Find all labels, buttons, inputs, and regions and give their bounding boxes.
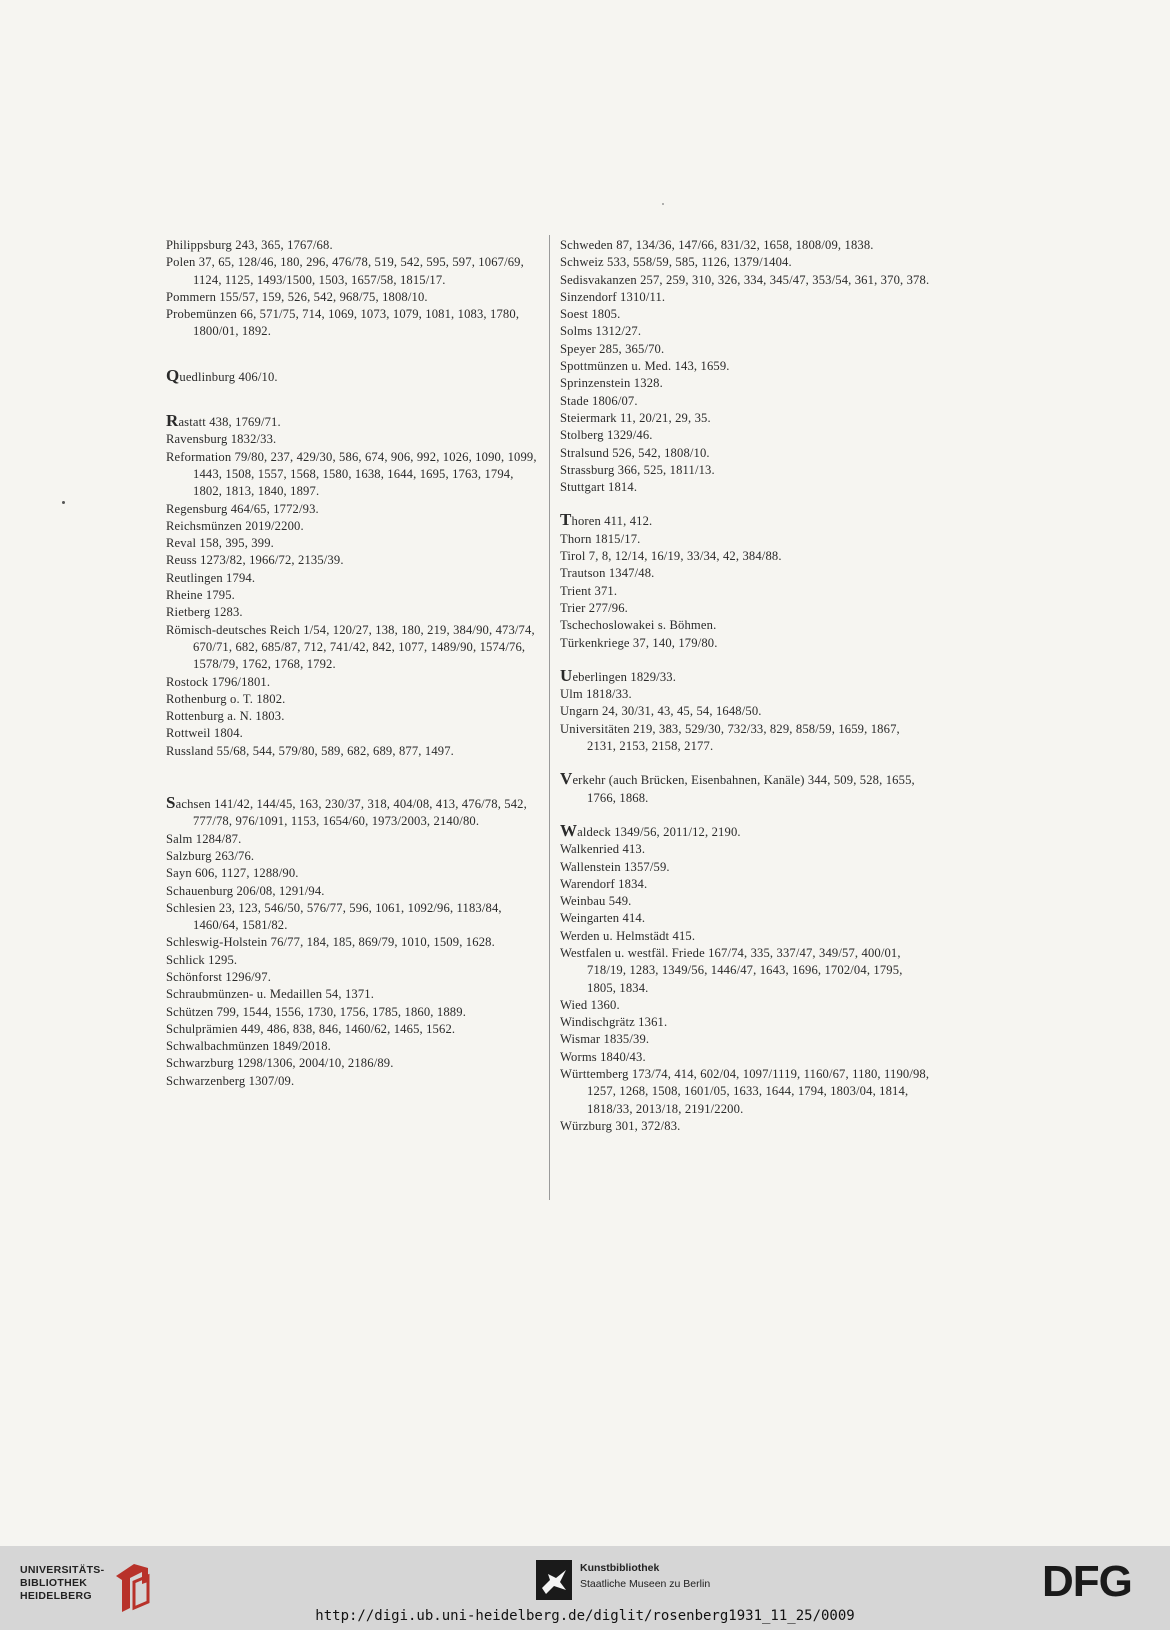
university-line: BIBLIOTHEK [20,1577,88,1589]
index-entry-text: Salzburg 263/76. [166,848,255,863]
index-entry [560,410,932,427]
kunstbibliothek-title: Kunstbibliothek [580,1562,660,1574]
index-entry-text: Rostock 1796/1801. [166,674,271,689]
index-entry-text: Sinzendorf 1310/11. [560,289,666,304]
index-entry-text: Türkenkriege 37, 140, 179/80. [560,635,718,650]
index-entry-text: Stade 1806/07. [560,393,638,408]
index-entry-text: horen 411, 412. [571,514,653,529]
index-entry-text: Westfalen u. westfäl. Friede 167/74, 335, 337/47, 349/57, 400/01, 718/19, 1283, 1349/56, 1446/47, 1643, 1696, 1702/04, 1795, 1805, 1834. [560,945,903,995]
section-initial: W [560,820,578,840]
index-entry [166,411,538,431]
index-entry [560,254,932,271]
index-entry [166,952,538,969]
index-entry-text: Strassburg 366, 525, 1811/13. [560,462,715,477]
index-entry-text: Römisch-deutsches Reich 1/54, 120/27, 138, 180, 219, 384/90, 473/74, 670/71, 682, 685/87, 712, 741/42, 842, 1077, 1489/90, 1574/76, 1578/79, 1762, 1768, 1792. [166,622,535,672]
index-entry [166,793,538,831]
index-entry [560,893,932,910]
index-entry [560,1049,932,1066]
index-entry [560,1066,932,1118]
index-entry-text: Stolberg 1329/46. [560,428,653,443]
index-entry [166,449,538,501]
index-entry-text: Wismar 1835/39. [560,1032,650,1047]
scan-speck [62,501,65,504]
index-entry-text: Ulm 1818/33. [560,687,632,702]
index-entry [166,622,538,674]
university-line: HEIDELBERG [20,1590,92,1602]
index-entry-text: achsen 141/42, 144/45, 163, 230/37, 318, 404/08, 413, 476/78, 542, 777/78, 976/1091, 1153, 1654/60, 1973/2003, 2140/80. [175,797,527,829]
index-entry-text: Windischgrätz 1361. [560,1015,668,1030]
scan-speck [662,203,664,205]
index-entry-text: erkehr (auch Brücken, Eisenbahnen, Kanäle) 344, 509, 528, 1655, 1766, 1868. [572,773,915,805]
index-entry [560,721,932,756]
index-entry [166,831,538,848]
section-initial: U [560,665,573,685]
index-entry [560,1118,932,1135]
index-column-right [560,237,932,1135]
index-entry-text: Regensburg 464/65, 1772/93. [166,501,319,516]
section-initial: T [560,510,572,530]
index-entry [166,237,538,254]
index-entry-text: Rheine 1795. [166,588,235,603]
index-entry-text: Spottmünzen u. Med. 143, 1659. [560,359,730,374]
index-entry [166,1004,538,1021]
index-entry-text: Weinbau 549. [560,894,632,909]
index-entry-text: Wallenstein 1357/59. [560,859,670,874]
index-entry [166,1055,538,1072]
index-entry-text: Tschechoslowakei s. Böhmen. [560,618,717,633]
index-entry [560,306,932,323]
index-entry [166,587,538,604]
index-entry-text: Sedisvakanzen 257, 259, 310, 326, 334, 345/47, 353/54, 361, 370, 378. [560,272,930,287]
index-entry-text: Schulprämien 449, 486, 838, 846, 1460/62, 1465, 1562. [166,1021,456,1036]
index-entry [166,518,538,535]
index-entry-text: Ungarn 24, 30/31, 43, 45, 54, 1648/50. [560,704,762,719]
index-entry [560,928,932,945]
index-entry-text: Stralsund 526, 542, 1808/10. [560,445,710,460]
index-entry [166,604,538,621]
index-entry [560,479,932,496]
index-entry [166,708,538,725]
index-entry-text: Trient 371. [560,583,618,598]
index-entry-text: Sprinzenstein 1328. [560,376,663,391]
index-entry [560,510,932,530]
index-entry [560,445,932,462]
index-entry-text: Reformation 79/80, 237, 429/30, 586, 674, 906, 992, 1026, 1090, 1099, 1443, 1508, 1557, 1568, 1580, 1638, 1644, 1695, 1763, 1794, 1802, 1813, 1840, 1897. [166,449,537,499]
index-entry-text: Reval 158, 395, 399. [166,536,274,551]
index-entry-text: astatt 438, 1769/71. [178,415,281,430]
index-entry [166,289,538,306]
index-entry [560,859,932,876]
index-entry-text: Russland 55/68, 544, 579/80, 589, 682, 689, 877, 1497. [166,743,454,758]
index-entry-text: Schweden 87, 134/36, 147/66, 831/32, 1658, 1808/09, 1838. [560,238,874,252]
index-entry-text: Walkenried 413. [560,842,646,857]
index-entry-text: Trautson 1347/48. [560,566,655,581]
index-entry-text: Polen 37, 65, 128/46, 180, 296, 476/78, 519, 542, 595, 597, 1067/69, 1124, 1125, 1493/1500, 1503, 1657/58, 1815/17. [166,255,524,287]
index-entry-text: Schweiz 533, 558/59, 585, 1126, 1379/1404. [560,255,792,270]
index-entry-text: Schützen 799, 1544, 1556, 1730, 1756, 1785, 1860, 1889. [166,1004,466,1019]
index-entry-text: Reichsmünzen 2019/2200. [166,518,304,533]
index-entry [560,1014,932,1031]
column-divider [549,235,550,1200]
index-entry-text: Thorn 1815/17. [560,531,641,546]
index-entry-text: Reuss 1273/82, 1966/72, 2135/39. [166,553,344,568]
index-entry [166,883,538,900]
index-entry-text: Würzburg 301, 372/83. [560,1118,681,1133]
index-entry-text: Rottweil 1804. [166,726,243,741]
index-entry [560,237,932,254]
index-entry-text: Stuttgart 1814. [560,480,638,495]
index-entry-text: Worms 1840/43. [560,1049,646,1064]
index-entry-text: Trier 277/96. [560,600,628,615]
index-entry [560,703,932,720]
index-entry [560,272,932,289]
index-entry-text: Solms 1312/27. [560,324,642,339]
index-entry-text: Schönforst 1296/97. [166,969,271,984]
index-entry-text: Tirol 7, 8, 12/14, 16/19, 33/34, 42, 384/88. [560,549,782,564]
index-entry [560,997,932,1014]
section-initial: S [166,793,176,813]
index-entry-text: Wied 1360. [560,997,620,1012]
index-entry [560,341,932,358]
index-entry-text: Weingarten 414. [560,911,646,926]
index-entry-text: aldeck 1349/56, 2011/12, 2190. [577,824,741,839]
kunstbibliothek-logo[interactable] [536,1560,776,1604]
index-entry-text: Schraubmünzen- u. Medaillen 54, 1371. [166,987,375,1002]
section-initial: V [560,769,573,789]
index-entry [166,431,538,448]
index-entry-text: Rottenburg a. N. 1803. [166,709,285,724]
index-entry [560,686,932,703]
index-entry [166,254,538,289]
index-entry-text: Reutlingen 1794. [166,570,256,585]
index-entry [166,691,538,708]
viewer-footer [0,1546,1170,1630]
index-entry [560,289,932,306]
index-entry-text: Warendorf 1834. [560,876,648,891]
index-entry [560,945,932,997]
index-entry-text: Salm 1284/87. [166,831,242,846]
index-entry [560,665,932,686]
index-entry [560,565,932,582]
index-entry [166,674,538,691]
index-entry [166,900,538,935]
permalink-url[interactable]: http://digi.ub.uni-heidelberg.de/diglit/rosenberg1931_11_25/0009 [315,1608,855,1624]
index-entry [166,969,538,986]
index-entry [560,1031,932,1048]
index-entry [560,358,932,375]
university-emblem-icon [112,1562,152,1614]
index-entry-text: Rietberg 1283. [166,605,243,620]
index-entry [560,393,932,410]
index-entry [560,548,932,565]
index-entry [560,769,932,807]
index-entry-text: Werden u. Helmstädt 415. [560,928,696,943]
university-line: UNIVERSITÄTS- [20,1564,105,1576]
index-entry [560,910,932,927]
index-entry [560,375,932,392]
index-entry-text: Pommern 155/57, 159, 526, 542, 968/75, 1808/10. [166,289,428,304]
index-entry [560,462,932,479]
index-entry [166,743,538,760]
index-entry [166,365,538,386]
kunstbibliothek-subtitle: Staatliche Museen zu Berlin [580,1578,711,1590]
index-entry [560,876,932,893]
index-entry-text: Universitäten 219, 383, 529/30, 732/33, 829, 858/59, 1659, 1867, 2131, 2153, 2158, 2177. [560,721,900,754]
index-entry-text: eberlingen 1829/33. [572,669,677,684]
index-entry-text: Speyer 285, 365/70. [560,341,665,356]
index-entry [166,865,538,882]
index-column-left [166,237,538,1090]
dfg-logo[interactable]: DFG [1042,1557,1132,1606]
index-entry-text: Rothenburg o. T. 1802. [166,691,286,706]
index-entry [166,1038,538,1055]
index-entry-text: Schlick 1295. [166,952,238,967]
index-entry [560,531,932,548]
index-entry [166,570,538,587]
index-entry-text: Schleswig-Holstein 76/77, 184, 185, 869/79, 1010, 1509, 1628. [166,935,495,950]
index-entry-text: Sayn 606, 1127, 1288/90. [166,866,299,881]
index-entry [166,535,538,552]
index-entry-text: Schwarzenberg 1307/09. [166,1073,295,1088]
index-entry [166,552,538,569]
index-entry-text: Schwalbachmünzen 1849/2018. [166,1039,331,1054]
index-entry-text: Ravensburg 1832/33. [166,432,277,447]
index-entry [166,1021,538,1038]
index-entry [166,306,538,341]
index-entry-text: uedlinburg 406/10. [179,369,278,384]
index-entry-text: Probemünzen 66, 571/75, 714, 1069, 1073, 1079, 1081, 1083, 1780, 1800/01, 1892. [166,307,520,339]
index-entry [166,725,538,742]
index-entry [560,635,932,652]
section-initial: R [166,411,179,431]
index-entry [560,617,932,634]
index-entry [560,583,932,600]
index-entry [166,934,538,951]
index-entry [560,323,932,340]
eagle-emblem-icon [536,1560,572,1600]
index-entry [560,841,932,858]
index-entry [166,501,538,518]
index-entry [166,986,538,1003]
index-entry [560,820,932,841]
section-initial: Q [166,365,180,385]
index-entry-text: Philippsburg 243, 365, 1767/68. [166,238,333,252]
index-entry-text: Württemberg 173/74, 414, 602/04, 1097/1119, 1160/67, 1180, 1190/98, 1257, 1268, 1508, 1601/05, 1633, 1644, 1794, 1803/04, 1814, 1818/33, 2013/18, 2191/2200. [560,1067,930,1116]
index-entry [166,1073,538,1090]
index-entry-text: Steiermark 11, 20/21, 29, 35. [560,410,711,425]
index-entry-text: Schwarzburg 1298/1306, 2004/10, 2186/89. [166,1056,394,1071]
index-entry-text: Schauenburg 206/08, 1291/94. [166,883,325,898]
index-entry [560,600,932,617]
index-entry-text: Soest 1805. [560,307,621,322]
index-entry [166,848,538,865]
index-entry-text: Schlesien 23, 123, 546/50, 576/77, 596, 1061, 1092/96, 1183/84, 1460/64, 1581/82. [166,900,502,933]
university-library-logo[interactable] [20,1564,150,1614]
university-library-name [20,1564,112,1603]
index-entry [560,427,932,444]
